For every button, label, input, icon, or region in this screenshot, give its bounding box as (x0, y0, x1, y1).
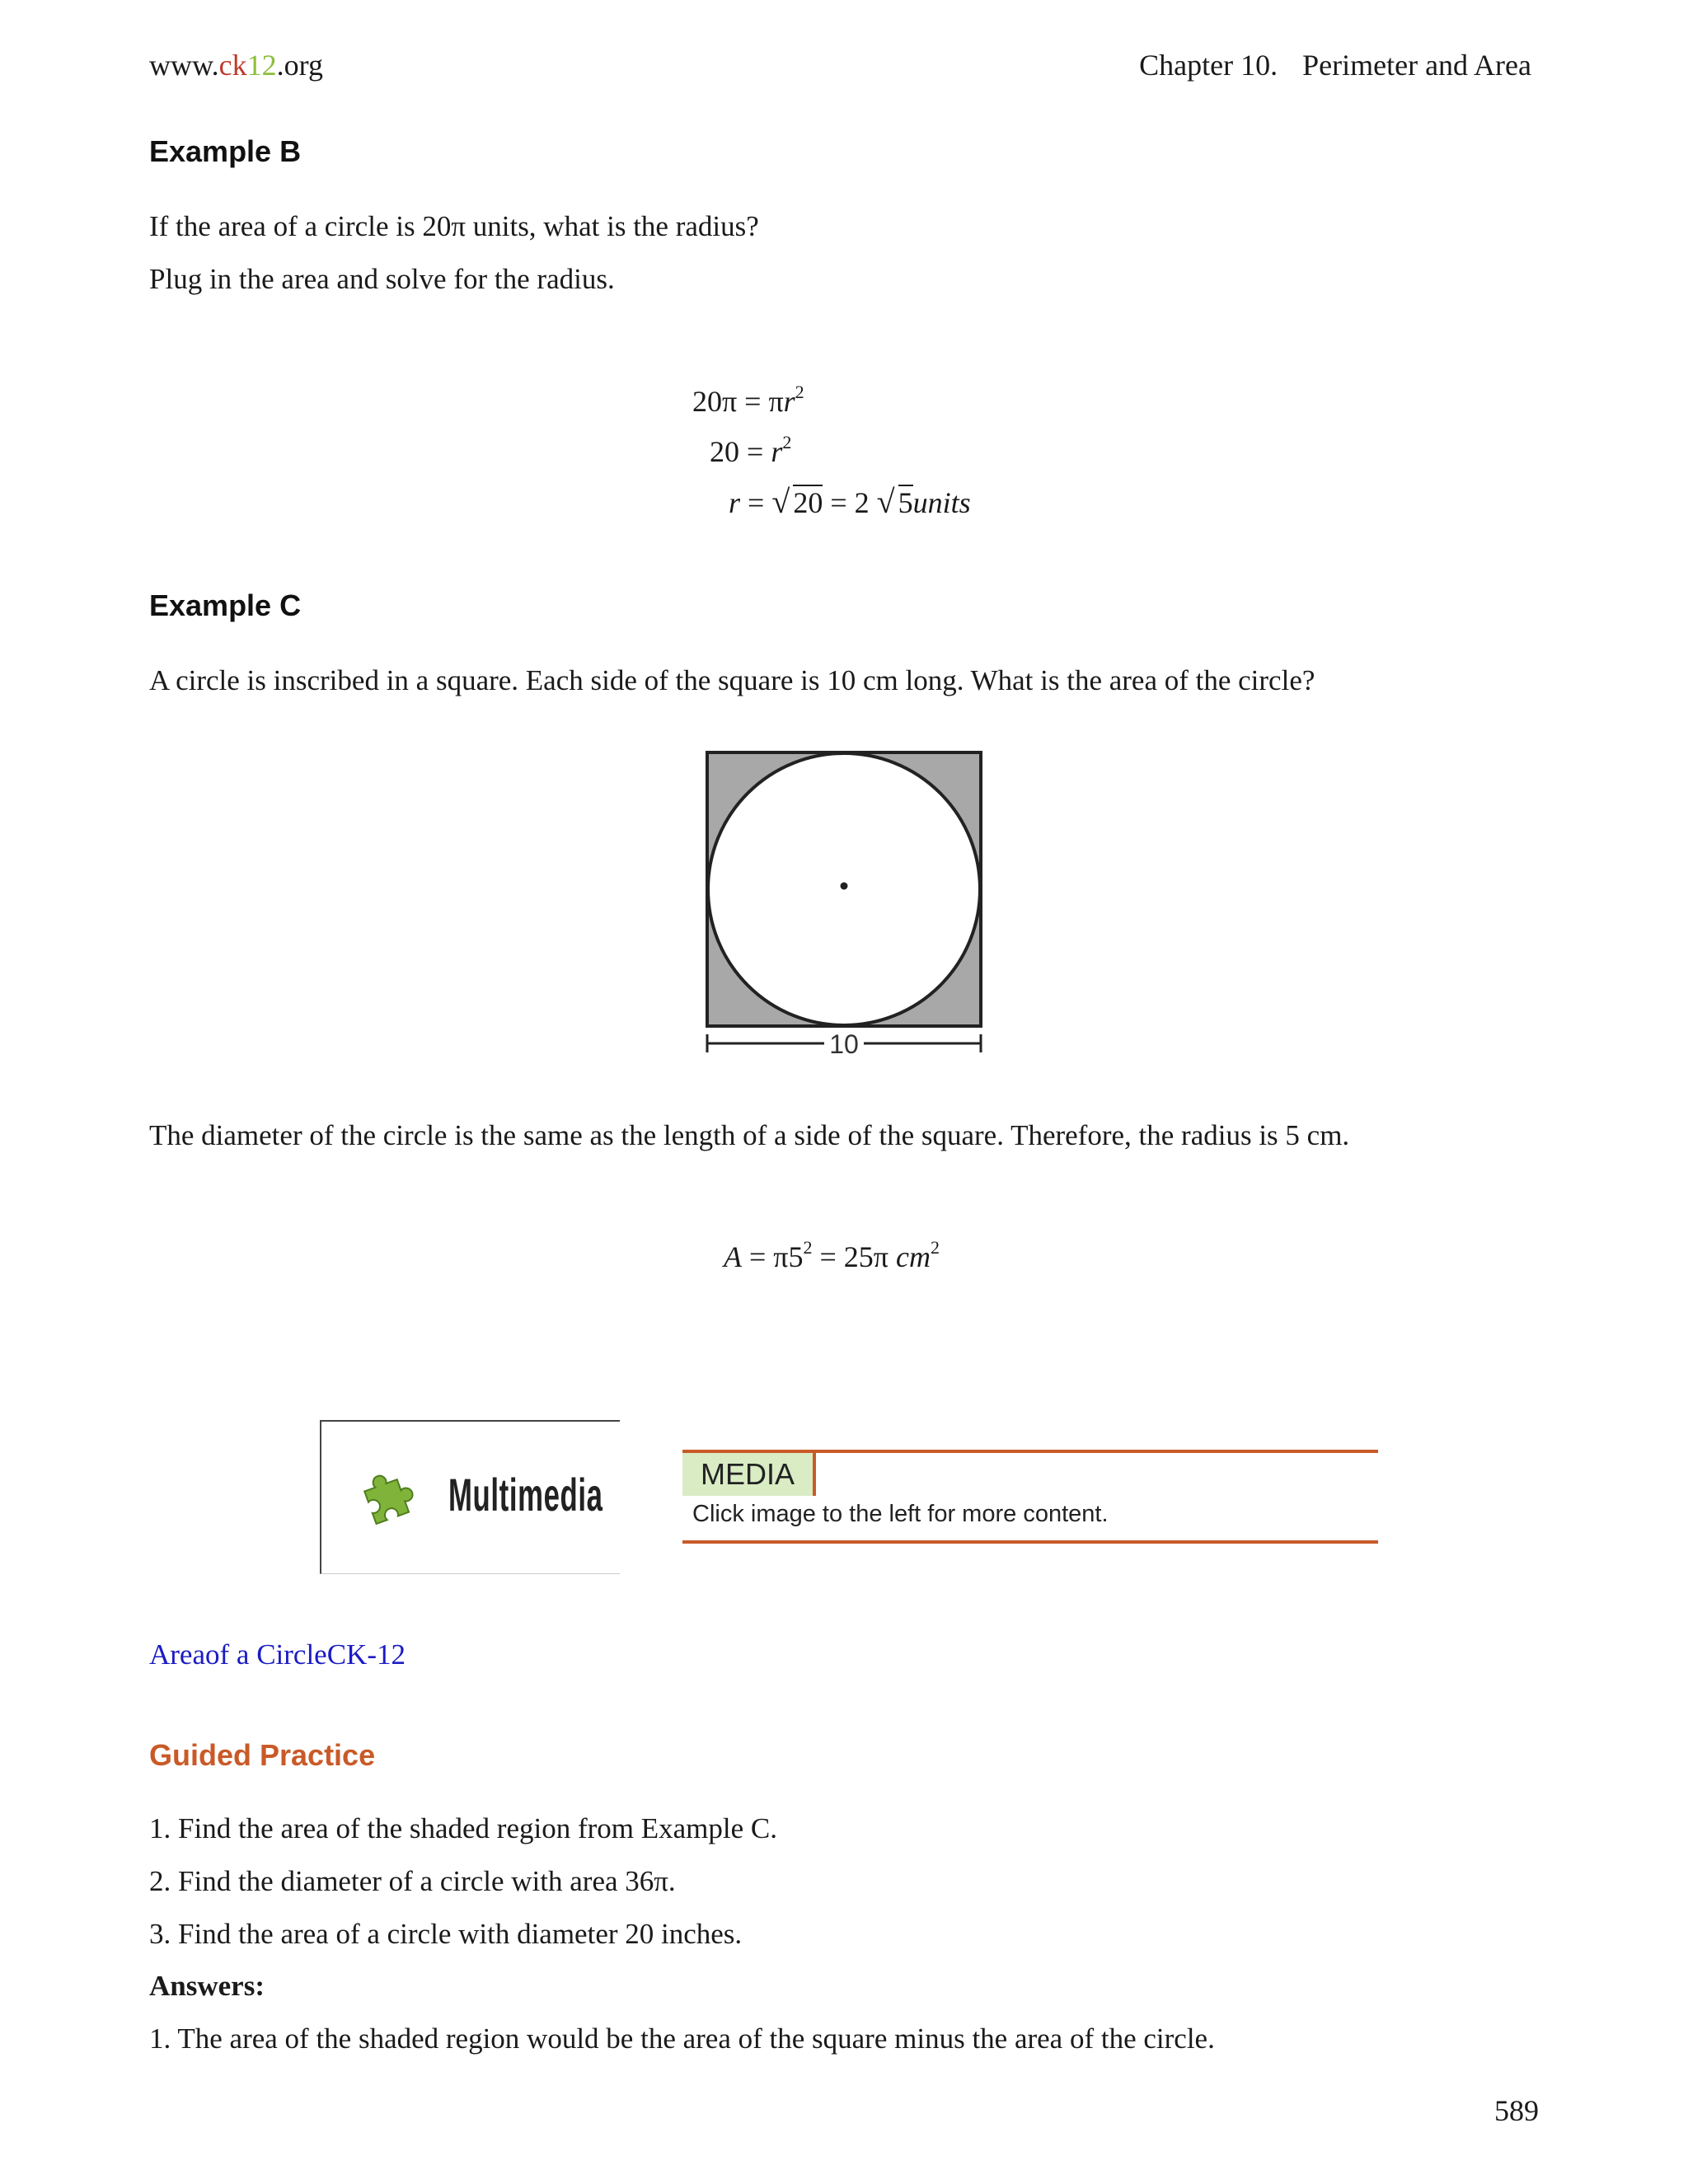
site-url-ck: ck (218, 49, 247, 82)
media-link[interactable]: Areaof a CircleCK-12 (149, 1638, 406, 1671)
example-c-question: A circle is inscribed in a square. Each side of the square is 10 cm long. What is the area of the circle? (149, 664, 1315, 696)
equation-b-line-3 (729, 485, 971, 520)
sqrt-20: √ 20 (771, 483, 823, 520)
practice-item: 2. Find the diameter of a circle with area 36π. (149, 1865, 676, 1897)
multimedia-thumbnail[interactable] (320, 1420, 620, 1574)
eq-text: 20 = (710, 435, 771, 468)
practice-item: 3. Find the area of a circle with diameter 20 inches. (149, 1918, 743, 1950)
equation-b-line-1 (692, 384, 804, 419)
sqrt-5: √ 5 (876, 483, 913, 520)
media-bottom-rule (682, 1540, 1378, 1544)
example-b-title: Example B (149, 134, 302, 168)
media-callout (682, 1450, 1378, 1544)
equation-b-line-2 (710, 434, 791, 469)
eq-var: r (729, 486, 741, 519)
eq-unit: units (912, 486, 971, 519)
eq-exponent: 2 (795, 382, 804, 402)
inscribed-circle-figure (701, 746, 989, 1059)
eq-var: r (783, 385, 795, 418)
puzzle-piece-icon (359, 1465, 422, 1527)
dimension-label: 10 (829, 1029, 859, 1059)
eq-var: A (724, 1240, 742, 1273)
site-url-prefix: www. (149, 49, 219, 82)
eq-var: r (771, 435, 783, 468)
eq-exponent: 2 (803, 1237, 813, 1258)
eq-text: = (740, 486, 772, 519)
eq-text: = 2 (823, 486, 877, 519)
answers-label: Answers: (149, 1970, 265, 2002)
eq-text: = π5 (742, 1240, 804, 1273)
eq-exponent: 2 (782, 432, 792, 452)
center-point (841, 883, 848, 890)
chapter-number: Chapter 10. (1139, 49, 1278, 82)
practice-item: 1. Find the area of the shaded region from Example C. (149, 1812, 778, 1844)
site-url[interactable] (149, 48, 323, 82)
eq-unit: cm (895, 1240, 931, 1273)
media-note: Click image to the left for more content. (692, 1501, 1109, 1527)
equation-c (724, 1237, 940, 1274)
example-c-title: Example C (149, 588, 302, 622)
radicand: 20 (793, 486, 823, 519)
eq-text: 20π = π (692, 385, 784, 418)
example-b-instruction: Plug in the area and solve for the radius. (149, 263, 615, 295)
eq-exponent: 2 (930, 1237, 940, 1258)
chapter-title: Perimeter and Area (1302, 49, 1531, 82)
site-url-suffix: .org (276, 49, 323, 82)
site-url-num: 12 (246, 49, 277, 82)
media-tag: MEDIA (682, 1453, 816, 1496)
example-c-explanation: The diameter of the circle is the same as the length of a side of the square. Therefore, the radius is 5 cm. (149, 1119, 1350, 1151)
guided-practice-title: Guided Practice (149, 1738, 376, 1772)
radicand: 5 (898, 486, 913, 519)
example-b-question: If the area of a circle is 20π units, what is the radius? (149, 210, 759, 242)
multimedia-label: Multimedia (448, 1469, 603, 1521)
chapter-heading (1139, 48, 1531, 82)
answer-item: 1. The area of the shaded region would be the area of the square minus the area of the circle. (149, 2022, 1215, 2055)
page-number: 589 (1494, 2094, 1539, 2127)
eq-text: = 25π (812, 1240, 896, 1273)
